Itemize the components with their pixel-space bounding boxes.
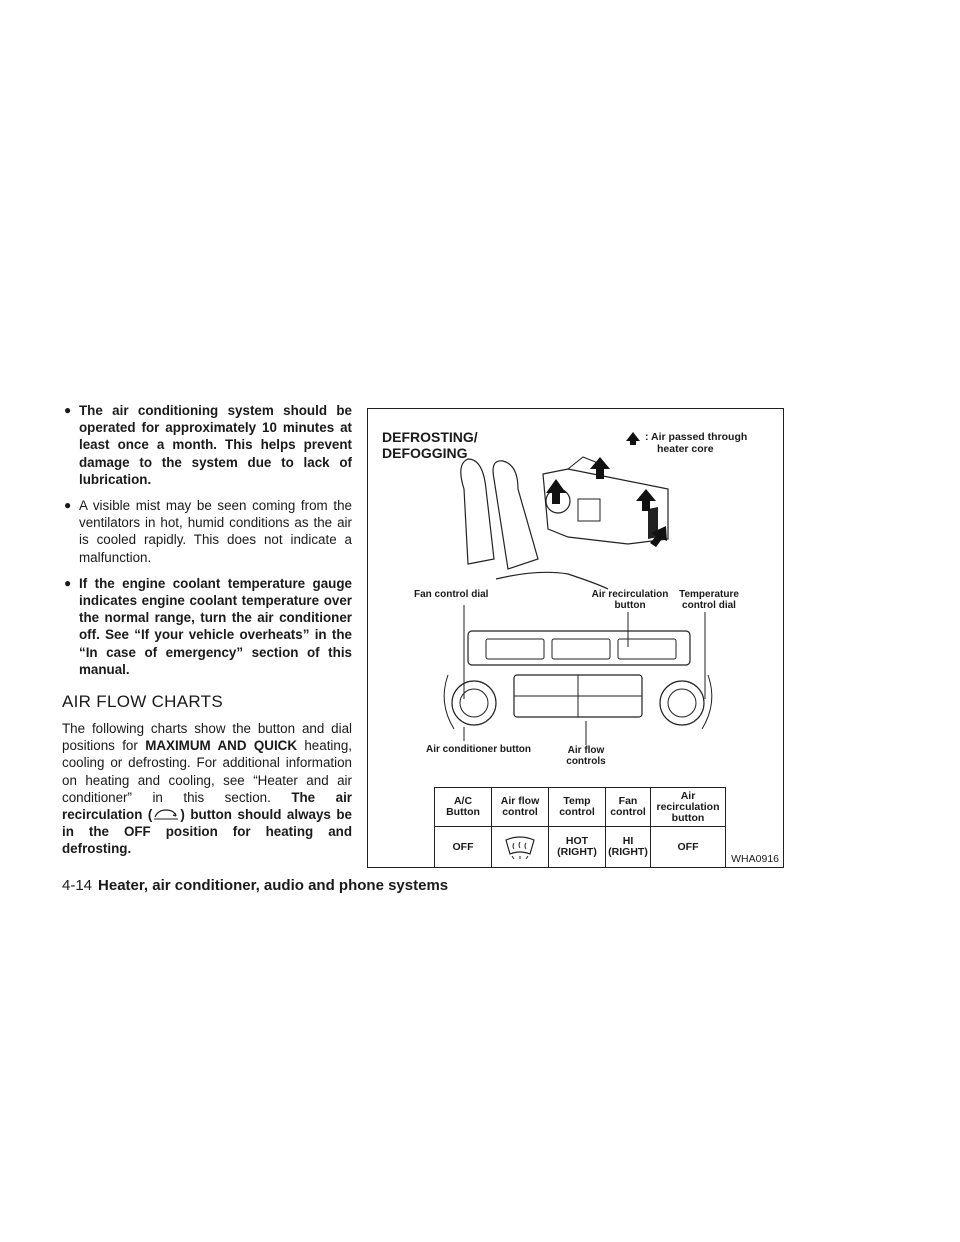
label-temperature: Temperature control dial	[679, 589, 739, 611]
bullet-text: If the engine coolant temperature gauge indicates engine coolant temperature over the normal range, turn the air conditioner off. See “If your vehicle overheats” in the “In case of emergency” section of this manual.	[79, 575, 352, 677]
heater-arrow-icon	[624, 431, 642, 445]
label-fan-control: Fan control dial	[414, 589, 489, 600]
label-airflow: Air flow controls	[566, 745, 606, 767]
air-recirculation-icon	[152, 807, 180, 821]
bullet-text: A visible mist may be seen coming from the ventilators in hot, humid conditions as the air is cooled rapidly. This does not indicate a malfunction.	[79, 498, 352, 565]
table-row: OFF HOT (RIGHT) HI (RIGHT) OFF	[435, 827, 726, 868]
section-paragraph: The following charts show the button and dial positions for MAXIMUM AND QUICK heating, cooling or defrosting. For additional information on heating and cooling, see “Heater and air conditioner” in this section. The air recirculation ( ) button should always be in the OFF position for heating and defrosting.	[62, 721, 353, 857]
section-name: Heater, air conditioner, audio and phone systems	[98, 877, 449, 894]
defrost-icon	[502, 832, 538, 860]
label-ac-button: Air conditioner button	[426, 744, 531, 755]
figure-code: WHA0916	[731, 853, 779, 865]
text-column	[62, 402, 352, 858]
defrost-figure	[367, 408, 784, 868]
figure-legend: : Air passed through heater core	[624, 431, 747, 455]
bullet-item: ● A visible mist may be seen coming from the ventilators in hot, humid conditions as the air is cooled rapidly. This does not indicate a malfunction.	[64, 498, 352, 565]
table-header-row: A/C Button Air flow control Temp control Fan control Air recirculation button	[435, 788, 726, 827]
section-heading: AIR FLOW CHARTS	[62, 692, 223, 712]
page-footer	[62, 877, 448, 894]
bullet-item: ● If the engine coolant temperature gauge indicates engine coolant temperature over the normal range, turn the air conditioner off. See “If your vehicle overheats” in the “In case of emergency” section of this manual.	[64, 575, 352, 677]
airflow-table	[434, 787, 726, 868]
bullet-text: The air conditioning system should be operated for approximately 10 minutes at least once a month. This helps prevent damage to the system due to lack of lubrication.	[79, 403, 352, 487]
figure-title: DEFROSTING/ DEFOGGING	[382, 429, 478, 461]
label-recirculation: Air recirculation button	[591, 589, 669, 611]
page-number: 4-14	[62, 877, 93, 894]
bullet-item: ● The air conditioning system should be operated for approximately 10 minutes at least once a month. This helps prevent damage to the system due to lack of lubrication.	[64, 403, 352, 487]
